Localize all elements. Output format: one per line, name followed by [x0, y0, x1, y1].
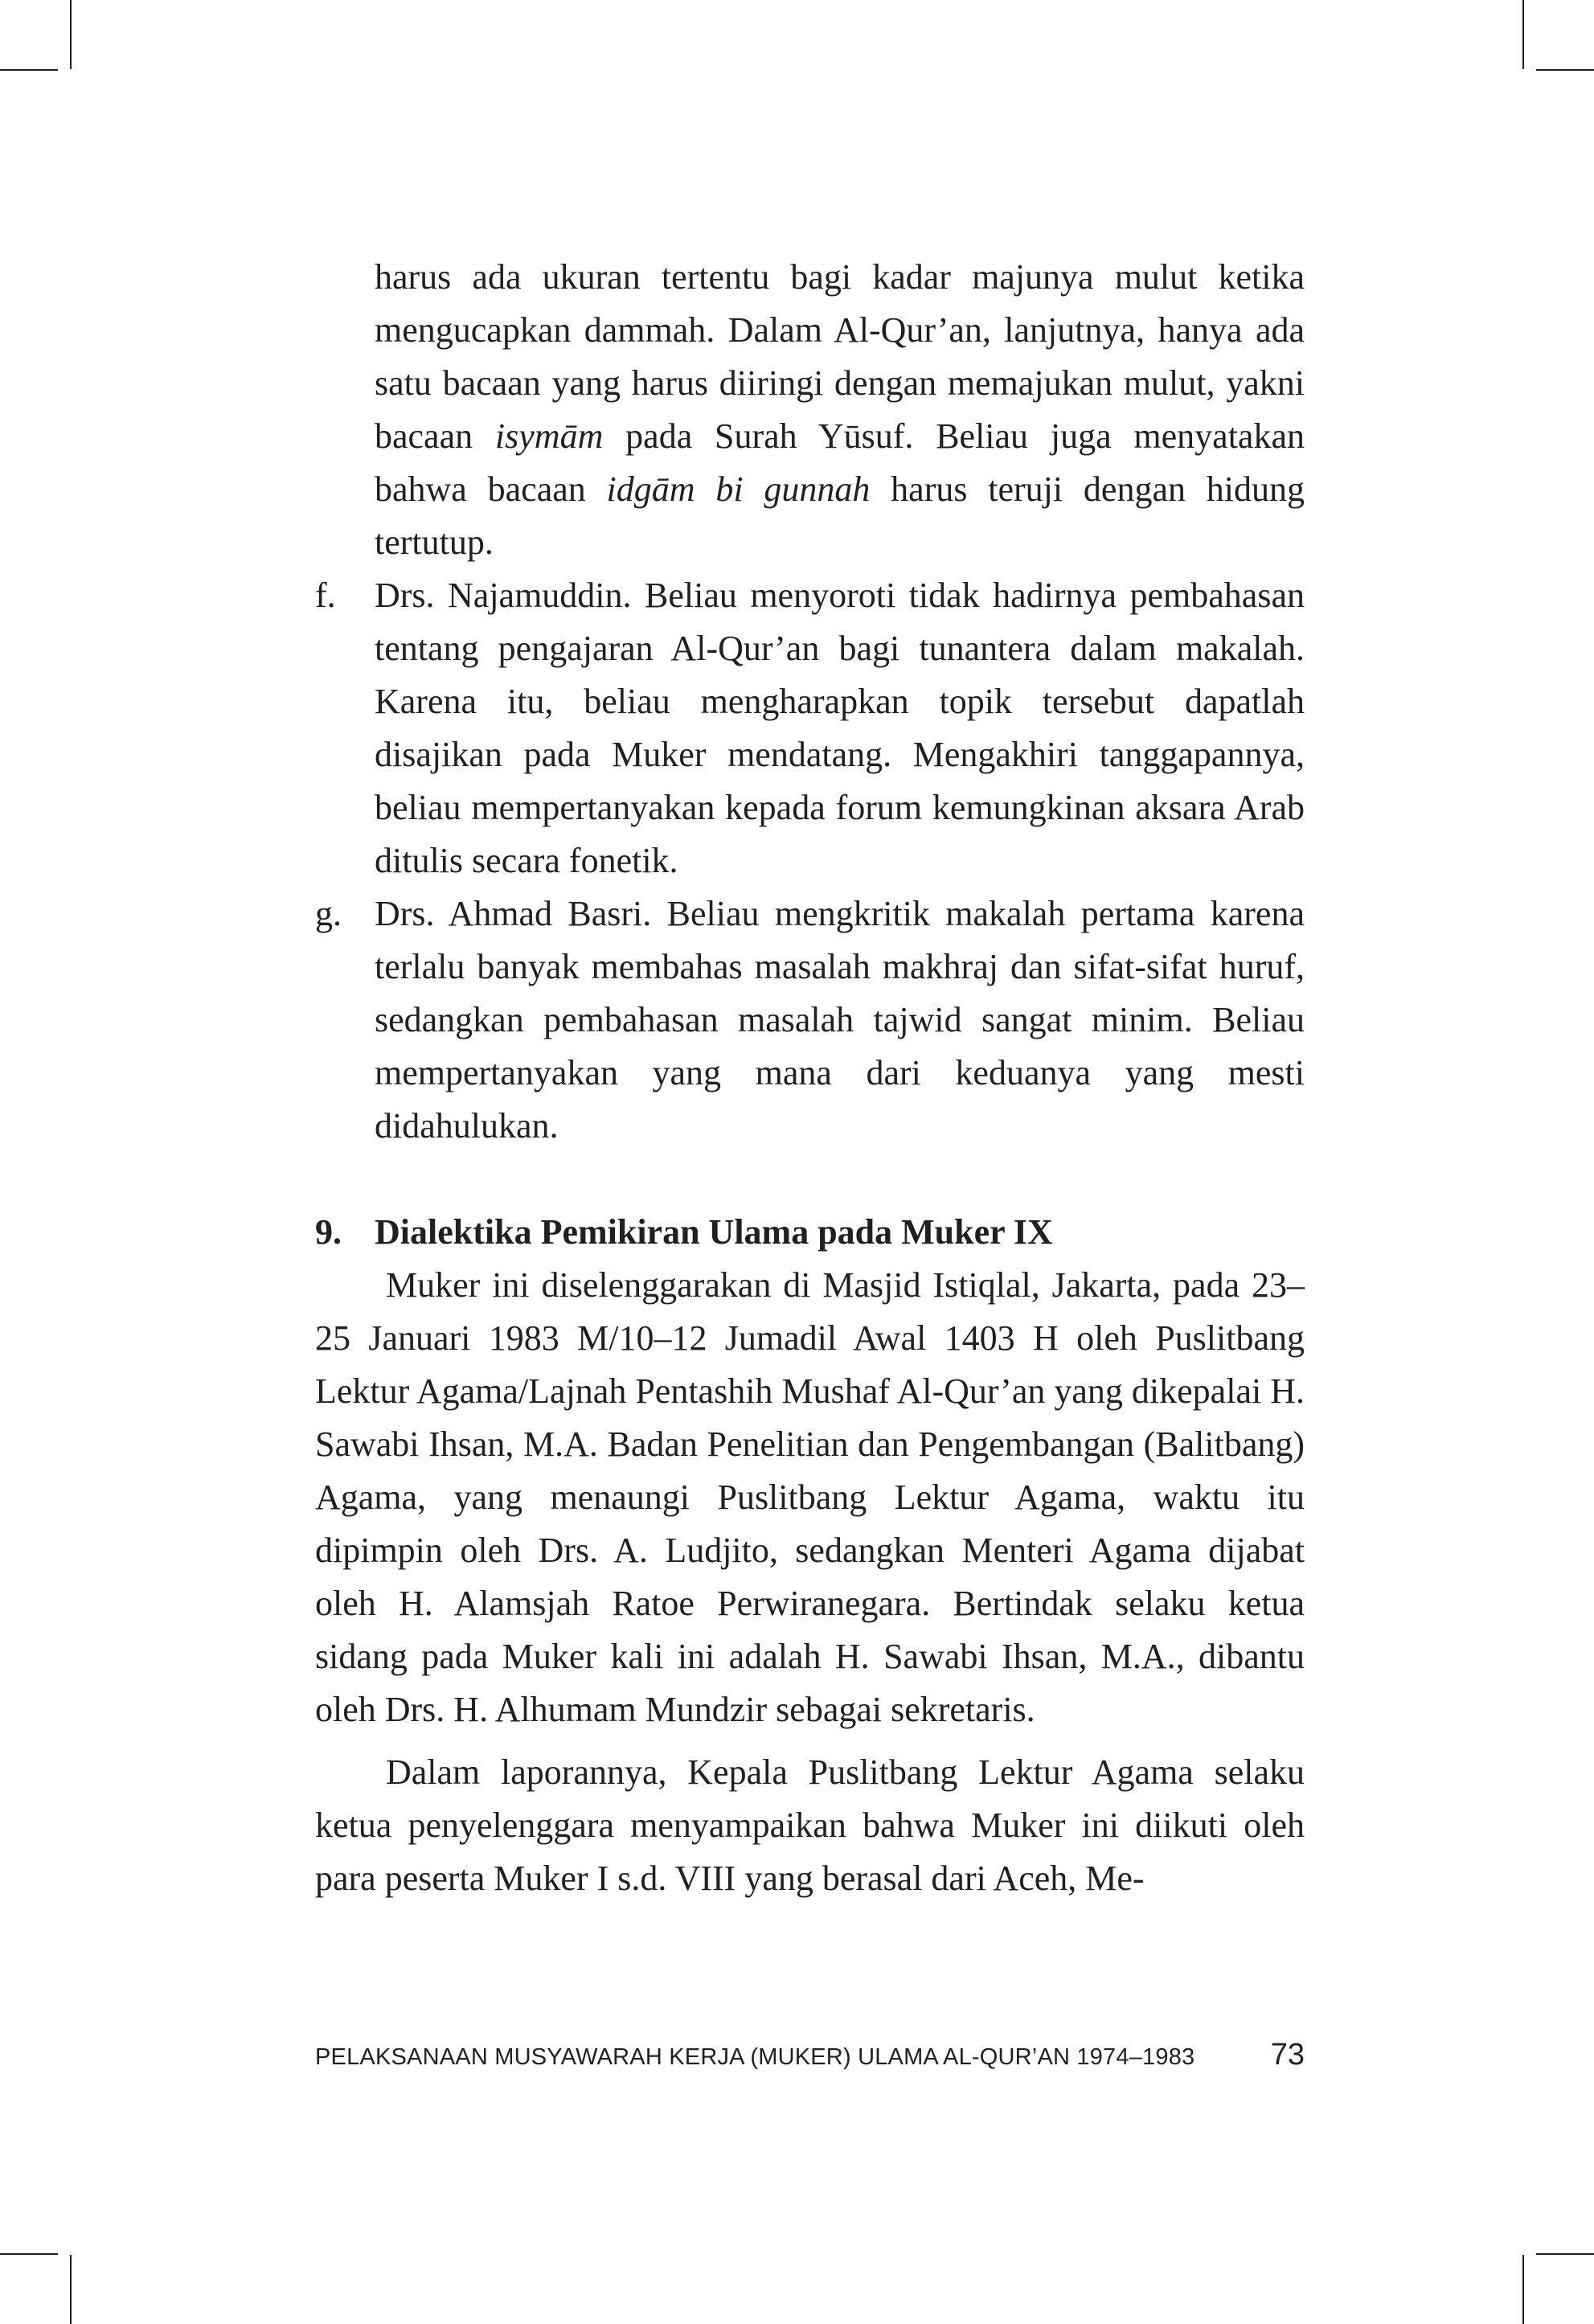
list-item [315, 887, 1305, 1153]
term-isymam: isymām [494, 416, 604, 456]
crop-mark [1536, 69, 1594, 71]
continued-paragraph: harus ada ukuran tertentu bagi kadar majunya mulut ketika mengucapkan dammah. Dalam Al-Qur’an, lanjutnya, hanya ada satu bacaan yang harus diiringi dengan memajukan mulut, yakni bacaan isymām pada Surah Yūsuf. Beliau juga menyatakan bahwa bacaan idgām bi gunnah harus teruji dengan hidung tertutup. [375, 257, 1305, 562]
crop-mark [70, 0, 72, 69]
crop-mark [0, 2253, 58, 2255]
list-item-text: Drs. Ahmad Basri. Beliau mengkritik makalah pertama karena terlalu banyak membahas masalah makhraj dan sifat-sifat huruf, sedangkan pembahasan masalah tajwid sangat minim. Beliau mempertanyakan yang mana dari keduanya yang mesti didahulukan. [375, 894, 1305, 1146]
list-item-text: Drs. Najamuddin. Beliau menyoroti tidak hadirnya pembahasan tentang pengajaran Al-Qur’an bagi tunantera dalam makalah. Karena itu, beliau mengharapkan topik tersebut dapatlah disajikan pada Muker mendatang. Mengakhiri tanggapannya, beliau mempertanyakan kepada forum kemungkinan aksara Arab ditulis secara fonetik. [375, 576, 1305, 880]
page-footer [315, 2038, 1305, 2083]
crop-mark [1522, 2255, 1524, 2324]
term-idgam-bi-gunnah: idgām bi gunnah [606, 469, 871, 509]
crop-mark [1536, 2253, 1594, 2255]
page-number: 73 [1270, 2038, 1305, 2072]
running-title: PELAKSANAAN MUSYAWARAH KERJA (MUKER) ULAMA AL-QUR’AN 1974–1983 [315, 2044, 1195, 2070]
list-marker: f. [315, 576, 336, 615]
section-title: Dialektika Pemikiran Ulama pada Muker IX [375, 1212, 1053, 1252]
section-number: 9. [315, 1212, 342, 1252]
crop-mark [1522, 0, 1524, 69]
section-heading [315, 1206, 1305, 1259]
crop-mark [0, 69, 58, 71]
list-marker: g. [315, 894, 342, 933]
list-item [315, 569, 1305, 887]
page-body [315, 251, 1305, 1905]
crop-mark [70, 2255, 72, 2324]
paragraph: Dalam laporannya, Kepala Puslitbang Lektur Agama selaku ketua penyelenggara menyampaikan bahwa Muker ini diikuti oleh para peserta Muker I s.d. VIII yang berasal dari Aceh, Me- [315, 1752, 1305, 1898]
paragraph: Muker ini diselenggarakan di Masjid Istiqlal, Jakarta, pada 23–25 Januari 1983 M/10–12 Jumadil Awal 1403 H oleh Puslitbang Lektur Agama/Lajnah Pentashih Mushaf Al-Qur’an yang dikepalai H. Sawabi Ihsan, M.A. Badan Penelitian dan Pengembangan (Balitbang) Agama, yang menaungi Puslitbang Lektur Agama, waktu itu dipimpin oleh Drs. A. Ludjito, sedangkan Menteri Agama dijabat oleh H. Alamsjah Ratoe Perwiranegara. Bertindak selaku ketua sidang pada Muker kali ini adalah H. Sawabi Ihsan, M.A., dibantu oleh Drs. H. Alhumam Mundzir sebagai sekretaris. [315, 1265, 1305, 1729]
